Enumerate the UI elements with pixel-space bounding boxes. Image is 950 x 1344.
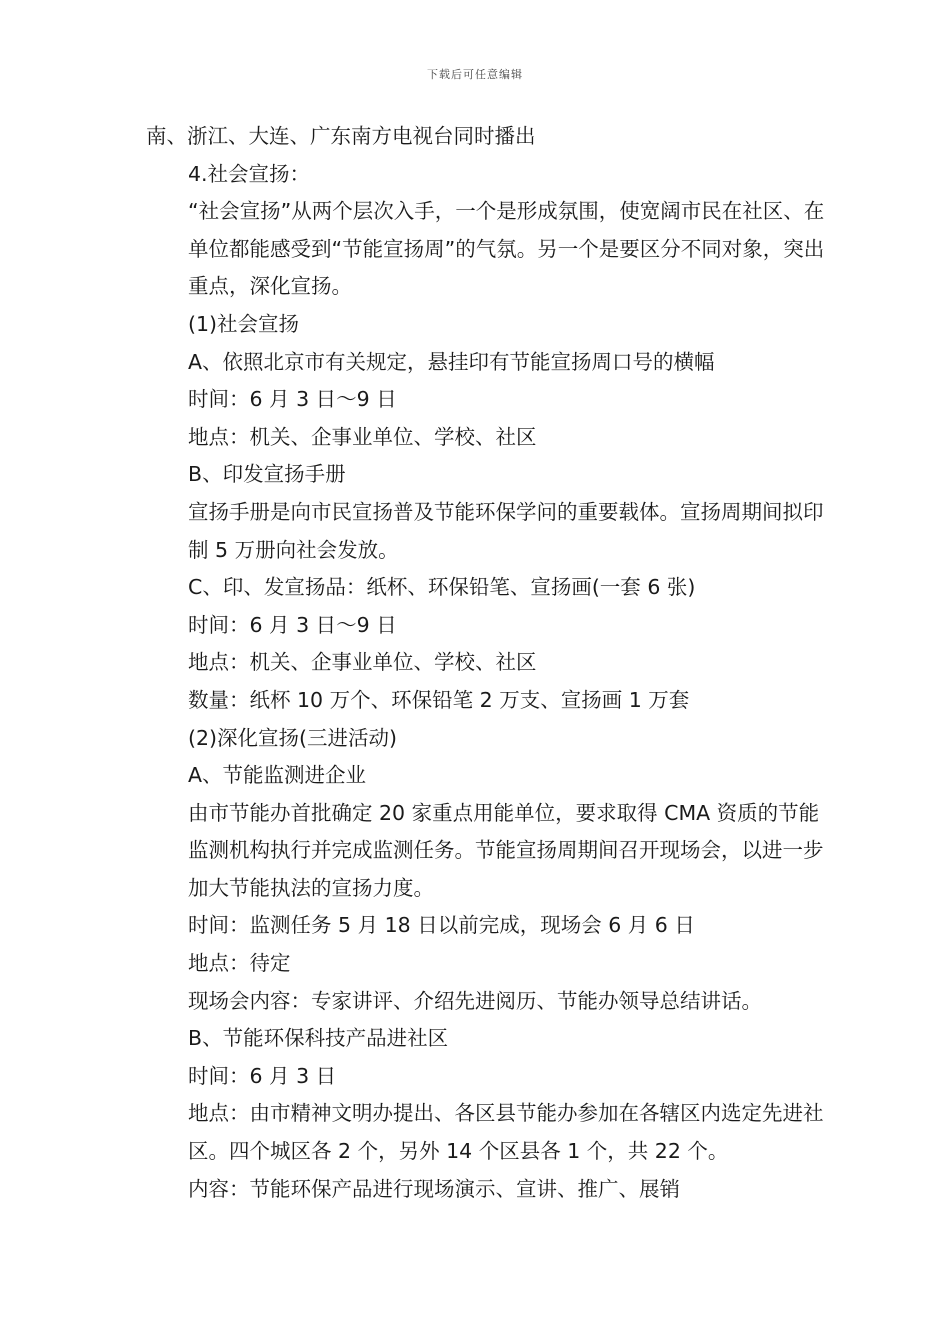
paragraph: B、印发宣扬手册 xyxy=(188,462,346,487)
paragraph: 时间：6 月 3 日 xyxy=(188,1063,337,1088)
paragraph: 地点：机关、企事业单位、学校、社区 xyxy=(188,424,537,449)
paragraph: 时间：6 月 3 日～9 日 xyxy=(188,387,397,412)
paragraph: (2)深化宣扬(三进活动) xyxy=(188,725,398,750)
page-header: 下载后可任意编辑 xyxy=(427,68,523,81)
paragraph: 时间：监测任务 5 月 18 日以前完成，现场会 6 月 6 日 xyxy=(188,913,695,938)
paragraph: 地点：待定 xyxy=(188,951,291,976)
paragraph: 南、浙江、大连、广东南方电视台同时播出 xyxy=(146,124,536,148)
paragraph: A、依照北京市有关规定，悬挂印有节能宣扬周口号的横幅 xyxy=(188,349,715,374)
paragraph: 内容：节能环保产品进行现场演示、宣讲、推广、展销 xyxy=(188,1176,680,1201)
paragraph: (1)社会宣扬 xyxy=(188,311,300,336)
paragraph: 地点：由市精神文明办提出、各区县节能办参加在各辖区内选定先进社区。四个城区各 2 个，另外 14 个区县各 1 个，共 22 个。 xyxy=(188,1101,824,1164)
paragraph: 时间：6 月 3 日～9 日 xyxy=(188,612,397,637)
paragraph: C、印、发宣扬品：纸杯、环保铅笔、宣扬画(一套 6 张) xyxy=(188,575,696,600)
paragraph: 由市节能办首批确定 20 家重点用能单位，要求取得 CMA 资质的节能监测机构执行并完成监测任务。节能宣扬周期间召开现场会，以进一步加大节能执法的宣扬力度。 xyxy=(188,800,824,900)
document-body xyxy=(146,118,826,1208)
paragraph: 宣扬手册是向市民宣扬普及节能环保学问的重要载体。宣扬周期间拟印制 5 万册向社会发放。 xyxy=(188,499,824,562)
paragraph: A、节能监测进企业 xyxy=(188,763,367,788)
paragraph: 4.社会宣扬： xyxy=(188,161,311,186)
paragraph: 现场会内容：专家讲评、介绍先进阅历、节能办领导总结讲话。 xyxy=(188,988,762,1013)
paragraph: “社会宣扬”从两个层次入手，一个是形成氛围，使宽阔市民在社区、在单位都能感受到“节能宣扬周”的气氛。另一个是要区分不同对象，突出重点，深化宣扬。 xyxy=(188,199,825,299)
paragraph: 数量：纸杯 10 万个、环保铅笔 2 万支、宣扬画 1 万套 xyxy=(188,687,690,712)
paragraph: B、节能环保科技产品进社区 xyxy=(188,1026,449,1051)
paragraph: 地点：机关、企事业单位、学校、社区 xyxy=(188,650,537,675)
